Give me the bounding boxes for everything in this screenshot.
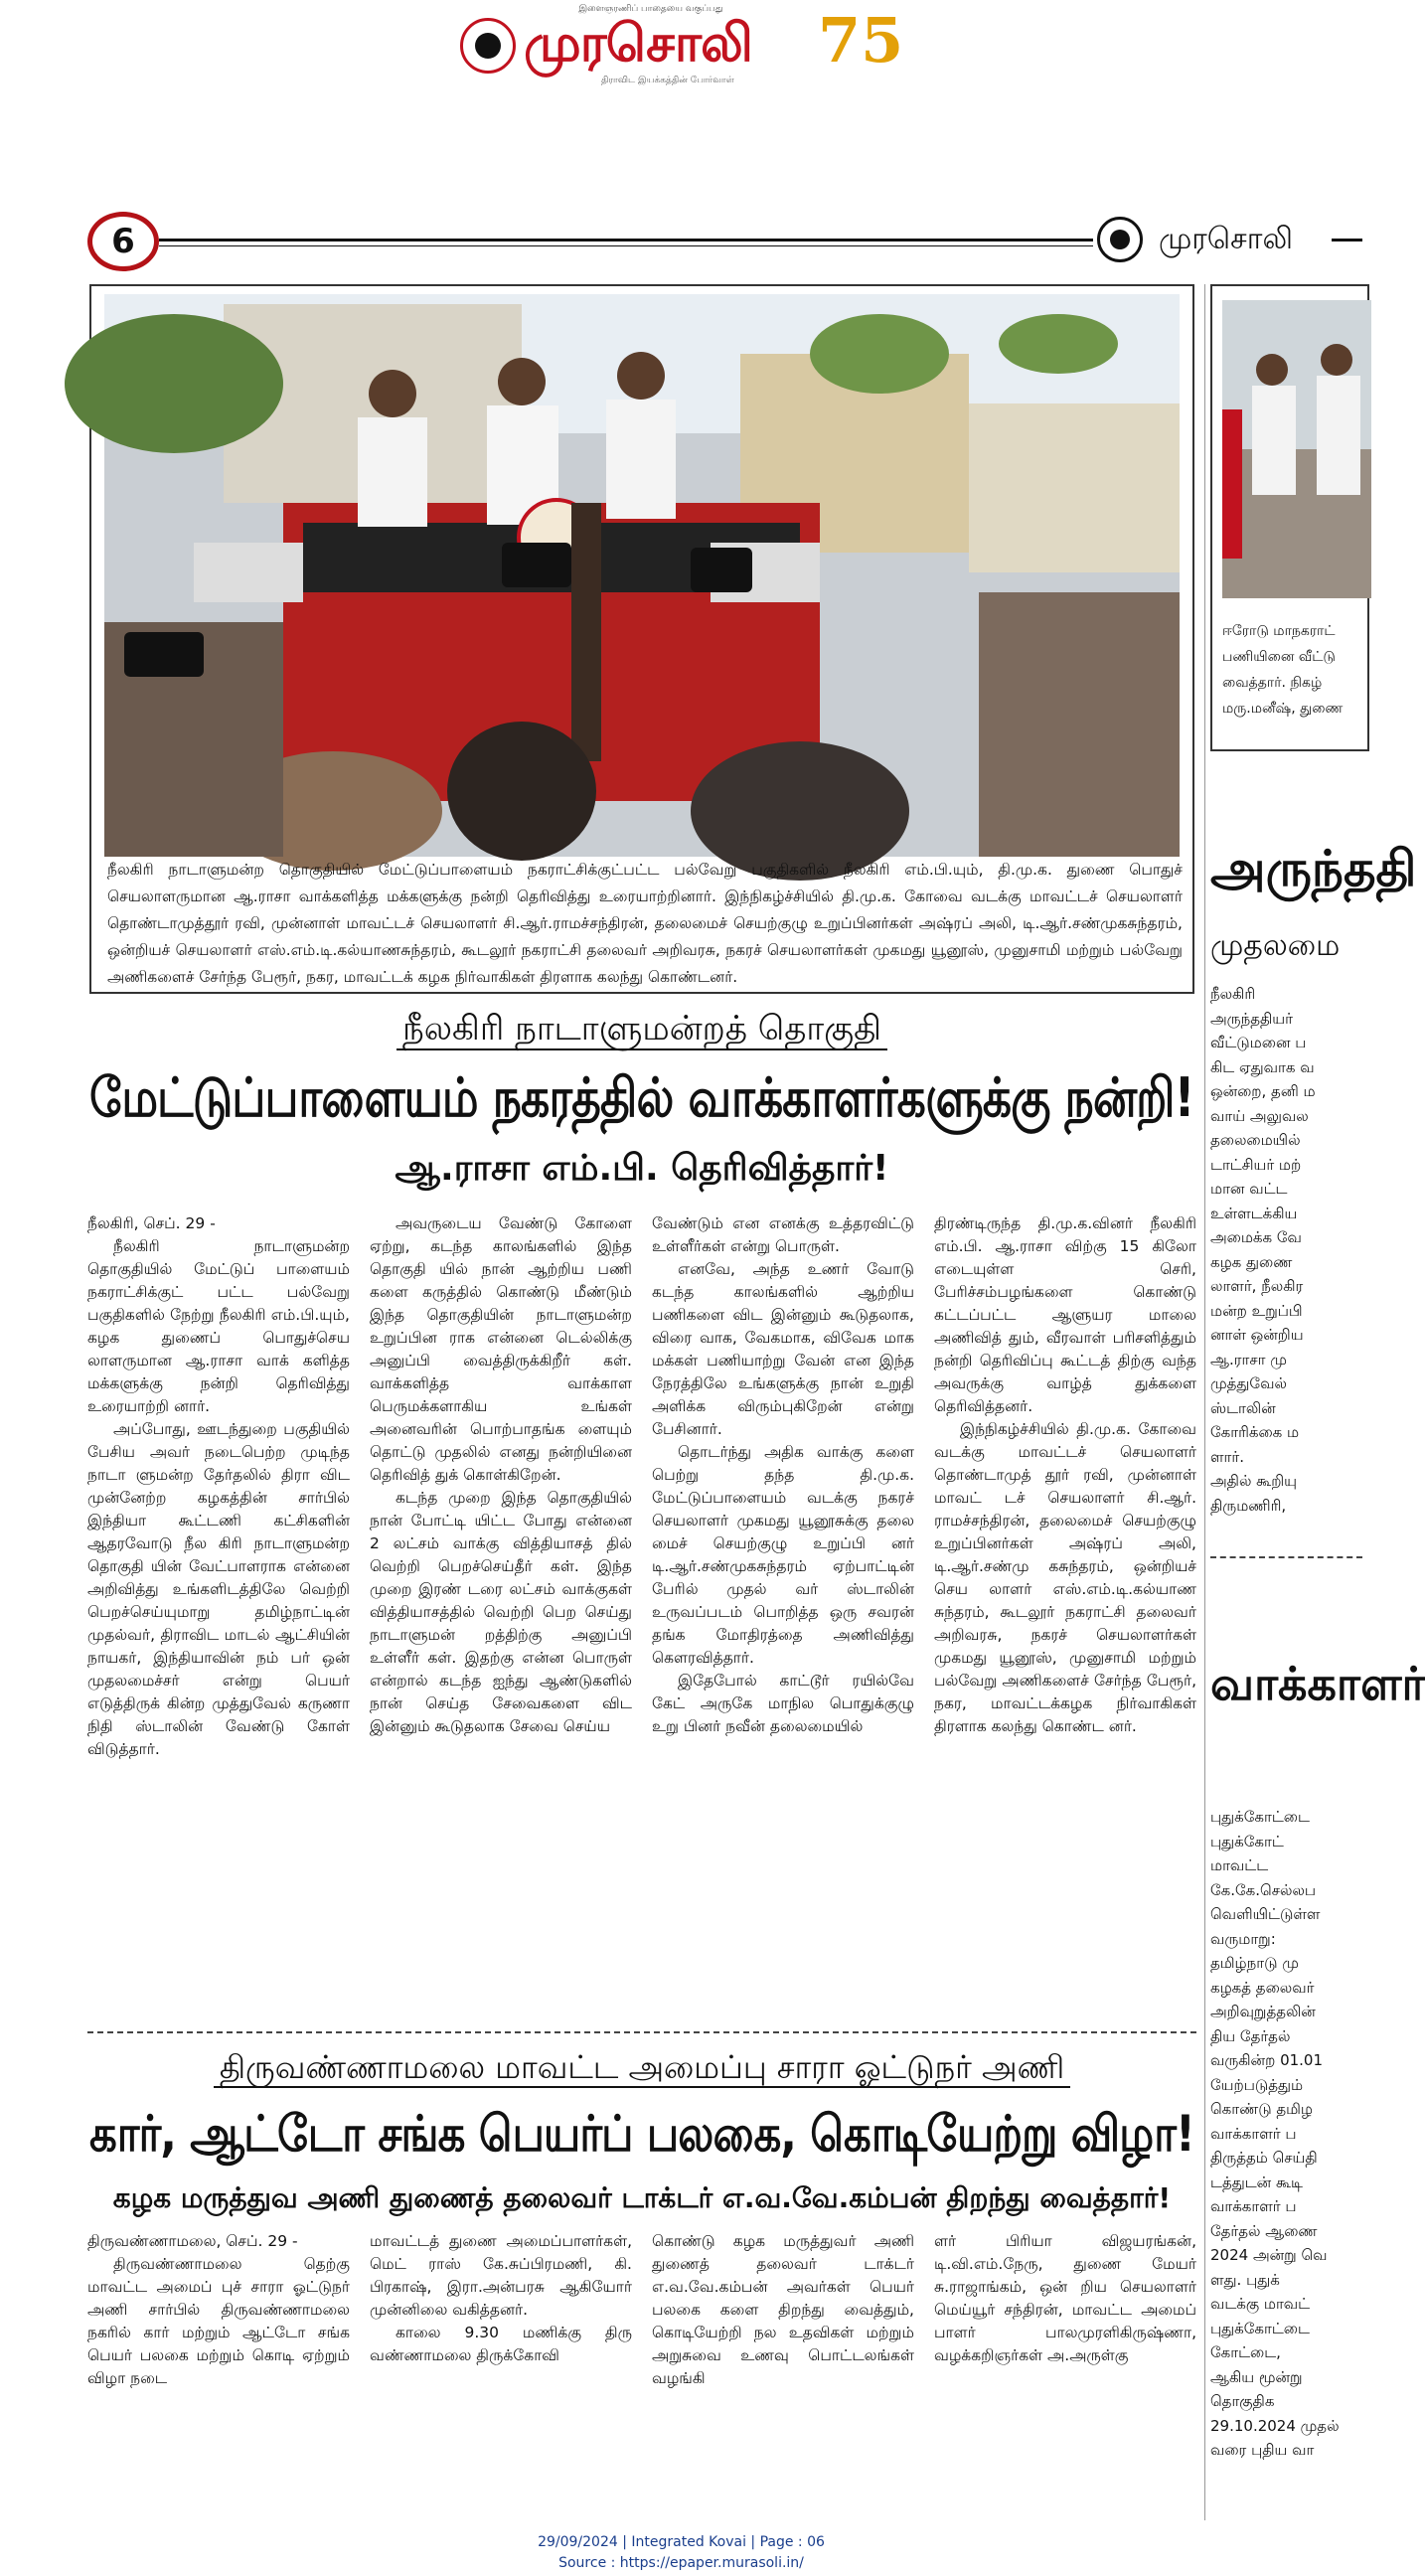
- paragraph: அப்போது, ஊடந்துறை பகுதியில் பேசிய அவர் நடைபெற்ற முடிந்த நாடா ளுமன்ற தேர்தலில் திரா விட முன்னேற்ற கழகத்தின் சார்பில் இந்தியா கூட்டணி கட்சிகளின் ஆதரவோடு நீல கிரி நாடாளுமன்ற தொகுதி யின் வேட்பாளராக என்னை அறிவித்து உங்களிடத்திலே வெற்றி பெறச்செய்யுமாறு தமிழ்நாட்டின் முதல்வர், திராவிட மாடல் ஆட்சியின் நாயகர், இந்தியாவின் நம் பர் ஒன் முதலமைச்சர் என்று பெயர் எடுத்திருக் கின்ற முத்துவேல் கருணா நிதி ஸ்டாலின் வேண்டு கோள் விடுத்தார்.: [87, 1420, 350, 1758]
- party-emblem-icon: [460, 18, 516, 74]
- paragraph: திருவண்ணாமலை தெற்கு மாவட்ட அமைப் புச் சாரா ஓட்டுநர் அணி சார்பில் திருவண்ணாமலை நகரில் கார் மற்றும் ஆட்டோ சங்க பெயர் பலகை மற்றும் கொடி ஏற்றும் விழா நடை: [87, 2255, 350, 2387]
- sidebar-text-line: அருந்ததியர்: [1210, 1009, 1293, 1028]
- dateline: நீலகிரி, செப். 29 -: [87, 1214, 216, 1232]
- sidebar-text-line: தலைமையில்: [1210, 1131, 1301, 1149]
- lead-kicker-text: நீலகிரி நாடாளுமன்றத் தொகுதி: [396, 1009, 887, 1050]
- second-headline: கார், ஆட்டோ சங்க பெயர்ப் பலகை, கொடியேற்று விழா!: [89, 2105, 1194, 2163]
- lead-column-2: [370, 1212, 632, 2015]
- sidebar-text-line: மான வட்ட: [1210, 1180, 1288, 1198]
- caption-line: பணியினை வீட்டு: [1222, 649, 1336, 665]
- lead-story-body: [87, 1212, 1196, 2015]
- paragraph: கொண்டு கழக மருத்துவர் அணி துணைத் தலைவர் டாக்டர் எ.வ.வே.கம்பன் அவர்கள் பெயர் பலகை களை திறந்து வைத்தும், கொடியேற்றி நல உதவிகள் மற்றும் அறுசுவை உணவு பொட்டலங்கள் வழங்கி: [652, 2232, 914, 2387]
- sidebar-text-line: டத்துடன் கூடி: [1210, 2173, 1303, 2191]
- lead-photo: [104, 294, 1180, 857]
- sidebar-text-line: மாவட்ட: [1210, 1856, 1269, 1874]
- paragraph: திரண்டிருந்த தி.மு.க.வினர் நீலகிரி எம்.பி. ஆ.ராசா விற்கு 15 கிலோ எடையுள்ள செரி, பேரிச்சம்பழங்களை கொண்டு கட்டப்பட்ட ஆளுயர மாலை அணிவித் தும், வீரவாள் பரிசளித்தும் நன்றி தெரிவிப்பு கூட்டத் திற்கு வந்த அவருக்கு வாழ்த் துக்களை தெரிவித்தனர்.: [934, 1214, 1196, 1415]
- sidebar-text-line: மன்ற உறுப்பி: [1210, 1301, 1303, 1320]
- lead-column-4: [934, 1212, 1196, 2015]
- paragraph: ளர் பிரியா விஜயரங்கன், டி.வி.எம்.நேரு, துணை மேயர் சு.ராஜாங்கம், ஒன் றிய செயலாளர் மெய்யூர் சந்திரன், மாவட்ட அமைப் பாளர் பாலமுரளிகிருஷ்ணா, வழக்கறிஞர்கள் அ.அருள்கு: [934, 2232, 1196, 2364]
- sidebar-text-line: லாளர், நீலகிர: [1210, 1277, 1304, 1295]
- sidebar-text-line: கே.கே.செல்லப: [1210, 1880, 1317, 1899]
- lead-column-3: [652, 1212, 914, 2015]
- lead-column-1: [87, 1212, 350, 2015]
- second-subhead: கழக மருத்துவ அணி துணைத் தலைவர் டாக்டர் எ.வ.வே.கம்பன் திறந்து வைத்தார்!: [112, 2181, 1172, 2214]
- caption-line: ஈரோடு மாநகராட்: [1222, 623, 1336, 639]
- masthead-tagline: இளைஞரணிப் பாதையை வகுப்பது: [578, 4, 723, 14]
- sidebar-story-1: [1210, 982, 1362, 1518]
- second-column-2: [370, 2230, 632, 2524]
- sidebar-text-line: அதில் கூறியு: [1210, 1472, 1297, 1490]
- sidebar-divider-dash: [1210, 1556, 1362, 1558]
- sidebar-text-line: வடக்கு மாவட்: [1210, 2295, 1311, 2313]
- sidebar-text-line: கிட ஏதுவாக வ: [1210, 1057, 1315, 1076]
- sidebar-text-line: வெளியிட்டுள்ள: [1210, 1905, 1321, 1923]
- sidebar-text-line: வாக்காளர் ப: [1210, 2124, 1297, 2143]
- sidebar-text-line: அமைக்க வே: [1210, 1228, 1302, 1246]
- sidebar-text-line: புதுக்கோட்: [1210, 1832, 1284, 1851]
- masthead: [452, 4, 919, 85]
- sidebar-text-line: தமிழ்நாடு மு: [1210, 1954, 1299, 1972]
- lead-headline: மேட்டுப்பாளையம் நகரத்தில் வாக்காளர்களுக்கு நன்றி!: [89, 1066, 1194, 1129]
- sidebar-text-line: கோரிக்கை ம: [1210, 1423, 1300, 1441]
- photo-caption: நீலகிரி நாடாளுமன்ற தொகுதியில் மேட்டுப்பாளையம் நகராட்சிக்குட்பட்ட பல்வேறு பகுதிகளில் நீலகிரி எம்.பி.யும், தி.மு.க. துணை பொதுச் செயலாளருமான ஆ.ராசா வாக்களித்த மக்களுக்கு நன்றி தெரிவித்து உரையாற்றினார். இந்நிகழ்ச்சியில் தி.மு.க. கோவை வடக்கு மாவட்டச் செயலாளர் தொண்டாமுத்தூர் ரவி, முன்னாள் மாவட்டச் செயலாளர் சி.ஆர்.ராமச்சந்திரன், தலைமைச் செயற்குழு உறுப்பினர்கள் அஷ்ரப் அலி, டி.ஆர்.சண்முகசுந்தரம், ஒன்றியச் செயலாளர் எஸ்.எம்.டி.கல்யாணசுந்தரம், கூடலூர் நகராட்சி தலைவர் அறிவரசு, நகரச் செயலாளர்கள் முகமது யூனூஸ், முனுசாமி மற்றும் பல்வேறு அணிகளைச் சேர்ந்த பேரூர், நகர, மாவட்டக் கழக நிர்வாகிகள் திரளாக கலந்து கொண்டனர்.: [107, 861, 1183, 986]
- sidebar-text-line: உள்ளடக்கிய: [1210, 1204, 1298, 1222]
- sidebar-text-line: வீட்டுமனை ப: [1210, 1034, 1307, 1051]
- second-column-3: [652, 2230, 914, 2524]
- second-column-4: [934, 2230, 1196, 2524]
- paragraph: அவருடைய வேண்டு கோளை ஏற்று, கடந்த காலங்களில் இந்த தொகுதி யில் நான் ஆற்றிய பணி களை கருத்தில் கொண்டு மீண்டும் இந்த தொகுதியின் நாடாளுமன்ற உறுப்பின ராக என்னை டெல்லிக்கு அனுப்பி வைத்திருக்கிறீர் கள். வாக்களித்த வாக்காள பெருமக்களாகிய உங்கள் அனைவரின் பொற்பாதங்க ளையும் தொட்டு முதலில் எனது நன்றியினை தெரிவித் துக் கொள்கிறேன்.: [370, 1214, 632, 1484]
- sidebar-text-line: டாட்சியர் மற்: [1210, 1155, 1302, 1174]
- sidebar-text-line: வாக்காளர் ப: [1210, 2197, 1297, 2215]
- sidebar-text-line: வாய் அலுவல: [1210, 1106, 1309, 1125]
- sidebar-photo: [1222, 300, 1371, 598]
- second-story-body: [87, 2230, 1196, 2524]
- sidebar-text-line: திருமணிரி,: [1210, 1496, 1287, 1515]
- second-kicker: [89, 2045, 1194, 2089]
- sidebar-text-line: திருத்தம் செய்தி: [1210, 2149, 1318, 2167]
- caption-line: வைத்தார். நிகழ்: [1222, 675, 1323, 691]
- lead-kicker: [89, 1006, 1194, 1051]
- paragraph: இந்நிகழ்ச்சியில் தி.மு.க. கோவை வடக்கு மாவட்டச் செயலாளர் தொண்டாமுத் தூர் ரவி, முன்னாள் மாவட் டச் செயலாளர் சி.ஆர். ராமச்சந்திரன், தலைமைச் செயற்குழு உறுப்பினர்கள் அஷ்ரப் அலி, டி.ஆர்.சண்மு கசுந்தரம், ஒன்றியச் செய லாளர் எஸ்.எம்.டி.கல்யாண சுந்தரம், கூடலூர் நகராட்சி தலைவர் அறிவரசு, நகரச் செயலாளர்கள் முகமது யூனூஸ், முனுசாமி மற்றும் பல்வேறு அணிகளைச் சேர்ந்த பேரூர், நகர, மாவட்டக்கழக நிர்வாகிகள் திரளாக கலந்து கொண்ட னர்.: [934, 1420, 1196, 1735]
- sidebar-text-line: அறிவுறுத்தலின்: [1210, 2003, 1316, 2020]
- sidebar-text-line: நீலகிரி: [1210, 985, 1256, 1003]
- header-paper-name: முரசொலி: [1159, 222, 1293, 256]
- sidebar-text-line: தொகுதிக: [1210, 2392, 1275, 2410]
- sidebar-text-line: வரை புதிய வா: [1210, 2441, 1315, 2459]
- sidebar-text-line: ஆ.ராசா மு: [1210, 1350, 1287, 1368]
- sidebar-text-line: 29.10.2024 முதல்: [1210, 2416, 1340, 2435]
- paragraph: எனவே, அந்த உணர் வோடு கடந்த காலங்களில் ஆற்றிய பணிகளை விட இன்னும் கூடுதலாக, விரை வாக, வேகமாக, விவேக மாக மக்கள் பணியாற்று வேன் என இந்த நேரத்திலே உங்களுக்கு நான் உறுதி அளிக்க விரும்புகிறேன் என்று பேசினார்.: [652, 1260, 914, 1438]
- sidebar-text-line: வருமாறு:: [1210, 1929, 1276, 1948]
- sidebar-text-line: தேர்தல் ஆணை: [1210, 2221, 1318, 2240]
- sidebar-text-line: ளார்.: [1210, 1447, 1244, 1466]
- paragraph: வேண்டும் என எனக்கு உத்தரவிட்டு உள்ளீர்கள் என்று பொருள்.: [652, 1214, 914, 1255]
- second-column-1: [87, 2230, 350, 2524]
- paper-logo-icon: [1097, 217, 1143, 262]
- header-rule: [159, 239, 1093, 242]
- sidebar-text-line: ளது. புதுக்: [1210, 2270, 1280, 2289]
- sidebar-text-line: திய தேர்தல்: [1210, 2026, 1291, 2045]
- sidebar-text-line: புதுக்கோட்டை: [1210, 2319, 1310, 2337]
- sidebar-text-line: கழக துணை: [1210, 1252, 1293, 1271]
- masthead-subtitle: திராவிட இயக்கத்தின் போர்வாள்: [601, 76, 734, 85]
- page-footer: [0, 2532, 1362, 2574]
- paragraph: நீலகிரி நாடாளுமன்ற தொகுதியில் மேட்டுப் பாளையம் நகராட்சிக்குட் பட்ட பல்வேறு பகுதிகளில் நேற்று நீலகிரி எம்.பி.யும், கழக துணைப் பொதுச்செய லாளருமான ஆ.ராசா வாக் களித்த மக்களுக்கு நன்றி தெரிவித்து உரையாற்றி னார்.: [87, 1237, 350, 1415]
- header-rule-thin: [159, 245, 1093, 246]
- sidebar-divider: [1204, 284, 1205, 2520]
- sidebar-text-line: யேற்படுத்தும்: [1210, 2075, 1304, 2094]
- paragraph: காலை 9.30 மணிக்கு திரு வண்ணாமலை திருக்கோவி: [370, 2324, 632, 2364]
- sidebar-caption: [1222, 618, 1371, 722]
- sidebar-subhead-1: முதலமை: [1210, 928, 1341, 963]
- header-rule-right: [1332, 239, 1362, 242]
- section-divider: [87, 2031, 1196, 2033]
- sidebar-text-line: ஆகிய மூன்று: [1210, 2367, 1303, 2386]
- anniversary-badge: 75: [818, 4, 904, 77]
- dateline: திருவண்ணாமலை, செப். 29 -: [87, 2232, 298, 2250]
- masthead-title: முரசொலி: [524, 13, 752, 74]
- lead-subhead: ஆ.ராசா எம்.பி. தெரிவித்தார்!: [395, 1148, 889, 1189]
- sidebar-text-line: கழகத் தலைவர்: [1210, 1978, 1315, 1997]
- sidebar-headline-2: வாக்காளர்: [1210, 1657, 1425, 1710]
- sidebar-photo-box: [1210, 284, 1369, 751]
- sidebar-text-line: ஒன்றை, தனி ம: [1210, 1082, 1316, 1100]
- paragraph: தொடர்ந்து அதிக வாக்கு களை பெற்று தந்த தி.மு.க. மேட்டுப்பாளையம் வடக்கு நகரச் செயலாளர் முகமது யூனூசுக்கு தலை மைச் செயற்குழு உறுப்பி னர் டி.ஆர்.சண்முகசுந்தரம் ஏற்பாட்டின் பேரில் முதல் வர் ஸ்டாலின் உருவப்படம் பொறித்த ஒரு சவரன் தங்க மோதிரத்தை அணிவித்து கௌரவித்தார்.: [652, 1443, 914, 1667]
- caption-line: மரு.மனீஷ், துணை: [1222, 701, 1344, 717]
- footer-edition: 29/09/2024 | Integrated Kovai | Page : 06: [538, 2534, 825, 2550]
- sidebar-headline-1: அருந்ததி: [1210, 840, 1417, 897]
- sidebar-story-2: [1210, 1805, 1362, 2463]
- sidebar-column: [1210, 284, 1425, 2532]
- sidebar-text-line: கொண்டு தமிழ: [1210, 2100, 1313, 2118]
- second-kicker-text: திருவண்ணாமலை மாவட்ட அமைப்பு சாரா ஓட்டுநர் அணி: [214, 2048, 1070, 2088]
- footer-source-link[interactable]: Source : https://epaper.murasoli.in/: [558, 2555, 804, 2571]
- sidebar-text-line: னாள் ஒன்றிய: [1210, 1326, 1304, 1344]
- sidebar-text-line: வருகின்ற 01.01: [1210, 2051, 1324, 2069]
- paragraph: கடந்த முறை இந்த தொகுதியில் நான் போட்டி யிட்ட போது என்னை 2 லட்சம் வாக்கு வித்தியாசத் தில் வெற்றி பெறச்செய்தீர் கள். இந்த முறை இரண் டரை லட்சம் வாக்குகள் வித்தியாசத்தில் வெற்றி பெற செய்து நாடாளுமன் றத்திற்கு அனுப்பி உள்ளீர் கள். இதற்கு என்ன பொருள் என்றால் கடந்த ஐந்து ஆண்டுகளில் நான் செய்த சேவைகளை விட இன்னும் கூடுதலாக சேவை செய்ய: [370, 1489, 632, 1735]
- sidebar-text-line: புதுக்கோட்டை: [1210, 1808, 1310, 1826]
- sidebar-text-line: 2024 அன்று வெ: [1210, 2246, 1328, 2264]
- sidebar-text-line: கோட்டை,: [1210, 2343, 1281, 2361]
- page-number-badge: 6: [87, 212, 159, 271]
- sidebar-text-line: முத்துவேல்: [1210, 1374, 1287, 1392]
- paragraph: மாவட்டத் துணை அமைப்பாளர்கள், மெட் ராஸ் கே.சுப்பிரமணி, கி. பிரகாஷ், இரா.அன்பரசு ஆகியோர் முன்னிலை வகித்தனர்.: [370, 2232, 632, 2319]
- sidebar-text-line: ஸ்டாலின்: [1210, 1398, 1276, 1417]
- paragraph: இதேபோல் காட்டூர் ரயில்வே கேட் அருகே மாநில பொதுக்குழு உறு பினர் நவீன் தலைமையில்: [652, 1672, 914, 1735]
